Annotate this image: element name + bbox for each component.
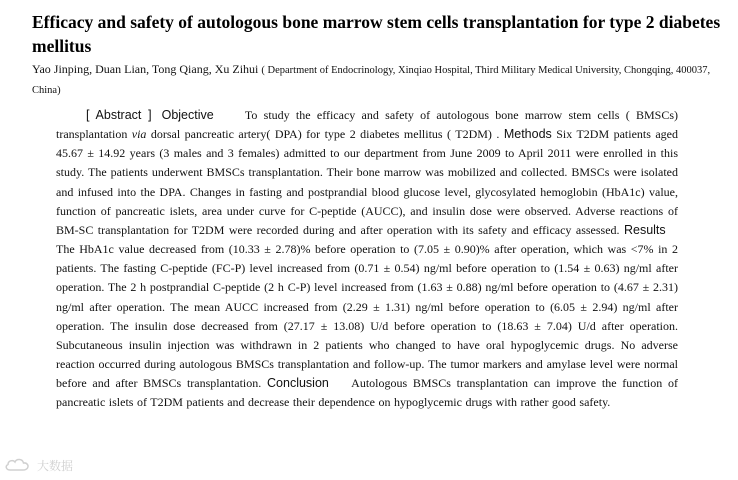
objective-label: Objective	[161, 108, 214, 122]
author-affiliation: ( Department of Endocrinology, Xinqiao Hospital, Third Military Medical University, Chongqing, 400037, China)	[32, 65, 711, 96]
methods-label: Methods	[503, 127, 552, 142]
results-label: Results	[623, 222, 666, 237]
abstract-tag: [ Abstract ]	[86, 108, 152, 122]
watermark-text: 大数据	[37, 458, 74, 473]
abstract-body	[56, 106, 678, 413]
author-names: Yao Jinping, Duan Lian, Tong Qiang, Xu Zihui	[32, 62, 259, 76]
objective-text-pre: To study the efficacy and safety of autologous bone marrow stem cells ( BMSCs) transplantation	[56, 108, 678, 142]
objective-text-via: via	[131, 127, 147, 142]
methods-text: Six T2DM patients aged 45.67 ± 14.92 years (3 males and 3 females) admitted to our department from June 2009 to April 2011 were enrolled in this study. The patients underwent BMSCs transplantation. Their bone marrow was mobilized and collected. BMSCs were isolated and infused into the DPA. Changes in fasting and postprandial blood glucose level, glycosylated hemoglobin (HbA1c) value, function of pancreatic islets, area under curve for C-peptide (AUCC), and insulin dose were observed. Adverse reactions of BM-SC transplantation for T2DM were recorded during and after operation with its safety and efficacy assessed.	[56, 127, 679, 237]
conclusion-text: Autologous BMSCs transplantation can improve the function of pancreatic islets of T2DM patients and decrease their dependence on hypoglycemic drugs with rather good safety.	[56, 376, 678, 410]
watermark	[4, 454, 73, 476]
abstract-paragraph	[56, 106, 678, 413]
author-block	[32, 60, 722, 100]
paper-title: Efficacy and safety of autologous bone marrow stem cells transplantation for type 2 diabetes mellitus	[32, 12, 721, 56]
cloud-logo-icon	[4, 456, 34, 474]
objective-text-post: dorsal pancreatic artery( DPA) for type 2 diabetes mellitus ( T2DM) .	[146, 127, 500, 142]
conclusion-label: Conclusion	[267, 376, 329, 391]
results-text: The HbA1c value decreased from (10.33 ± 2.78)% before operation to (7.05 ± 0.90)% after operation, which was <7% in 2 patients. The fasting C-peptide (FC-P) level increased from (0.71 ± 0.54) ng/ml before operation to (1.54 ± 0.63) ng/ml after operation. The 2 h postprandial C-peptide (2 h C-P) level increased from (1.63 ± 0.88) ng/ml before operation to (4.67 ± 2.31) ng/ml after operation. The mean AUCC increased from (2.29 ± 1.31) ng/ml before operation to (6.05 ± 2.94) ng/ml after operation. The insulin dose decreased from (27.17 ± 13.08) U/d before operation to (18.63 ± 7.04) U/d after operation. Subcutaneous insulin injection was withdrawn in 2 patients who changed to have oral hypoglycemic drugs. No adverse reaction occurred during autologous BMSCs transplantation and follow-up. The tumor markers and amylase level were normal before and after BMSCs transplantation.	[56, 242, 678, 391]
